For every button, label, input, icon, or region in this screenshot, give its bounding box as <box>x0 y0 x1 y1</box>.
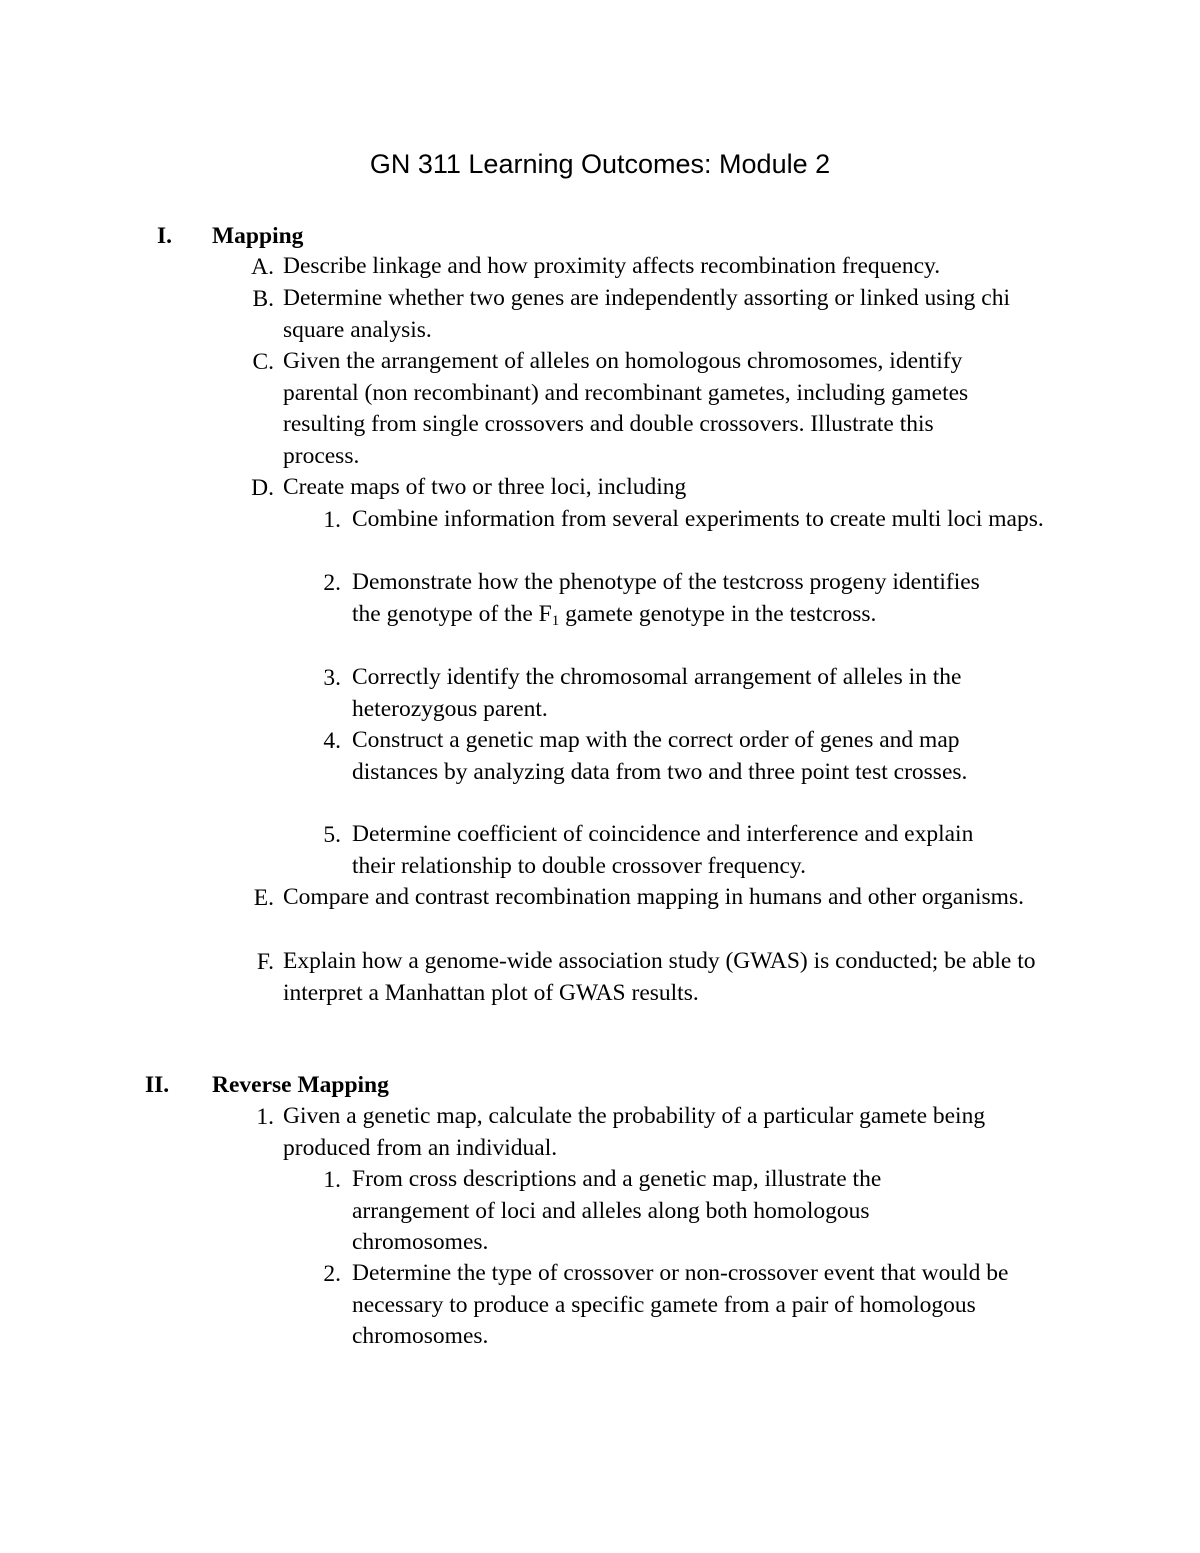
list-marker: 3. <box>323 665 341 691</box>
list-marker: 4. <box>323 728 341 754</box>
list-marker: 5. <box>323 822 341 848</box>
page-title: GN 311 Learning Outcomes: Module 2 <box>369 149 831 179</box>
list-marker: 2. <box>323 1261 341 1287</box>
list-text: Combine information from several experiments to create multi loci maps. <box>352 506 1044 532</box>
list-text <box>352 567 1002 637</box>
list-marker: D. <box>251 475 274 501</box>
list-marker: E. <box>253 885 274 911</box>
section-heading: Mapping <box>212 223 304 249</box>
list-text: Given the arrangement of alleles on homologous chromosomes, identify parental (non recombinant) and recombinant gametes, including gametes resulting from single crossovers and double crossovers. Illustrate this process. <box>283 348 969 469</box>
list-marker: 2. <box>323 570 341 596</box>
list-text: Construct a genetic map with the correct order of genes and map distances by analyzing data from two and three point test crosses. <box>352 727 968 785</box>
subscript: 1 <box>551 612 560 629</box>
list-text: Determine coefficient of coincidence and interference and explain their relationship to double crossover frequency. <box>352 821 974 879</box>
text-before-subscript: Demonstrate how the phenotype of the testcross progeny identifies the genotype of the F <box>352 569 980 627</box>
text-after-subscript: gamete genotype in the testcross. <box>559 600 877 627</box>
section-heading: Reverse Mapping <box>212 1072 389 1098</box>
list-marker: F. <box>256 949 274 975</box>
section-numeral: I. <box>157 223 173 249</box>
list-text: Correctly identify the chromosomal arrangement of alleles in the heterozygous parent. <box>352 664 962 722</box>
list-text: Determine whether two genes are independently assorting or linked using chi square analysis. <box>283 285 1010 343</box>
list-text: Compare and contrast recombination mapping in humans and other organisms. <box>283 884 1024 910</box>
list-marker: C. <box>252 349 274 375</box>
list-text: Determine the type of crossover or non-crossover event that would be necessary to produce a specific gamete from a pair of homologous chromosomes. <box>352 1260 1009 1350</box>
list-text: Explain how a genome-wide association study (GWAS) is conducted; be able to interpret a Manhattan plot of GWAS results. <box>283 948 1036 1006</box>
list-text: Create maps of two or three loci, including <box>283 474 687 500</box>
list-text: From cross descriptions and a genetic map, illustrate the arrangement of loci and alleles along both homologous chromosomes. <box>352 1166 882 1256</box>
list-marker: A. <box>251 254 274 280</box>
list-marker: B. <box>252 286 274 312</box>
list-text: Given a genetic map, calculate the probability of a particular gamete being produced from an individual. <box>283 1103 986 1161</box>
list-marker: 1. <box>323 507 341 533</box>
list-marker: 1. <box>256 1104 274 1130</box>
section-numeral: II. <box>145 1072 170 1098</box>
list-text: Describe linkage and how proximity affects recombination frequency. <box>283 253 941 279</box>
list-marker: 1. <box>323 1167 341 1193</box>
